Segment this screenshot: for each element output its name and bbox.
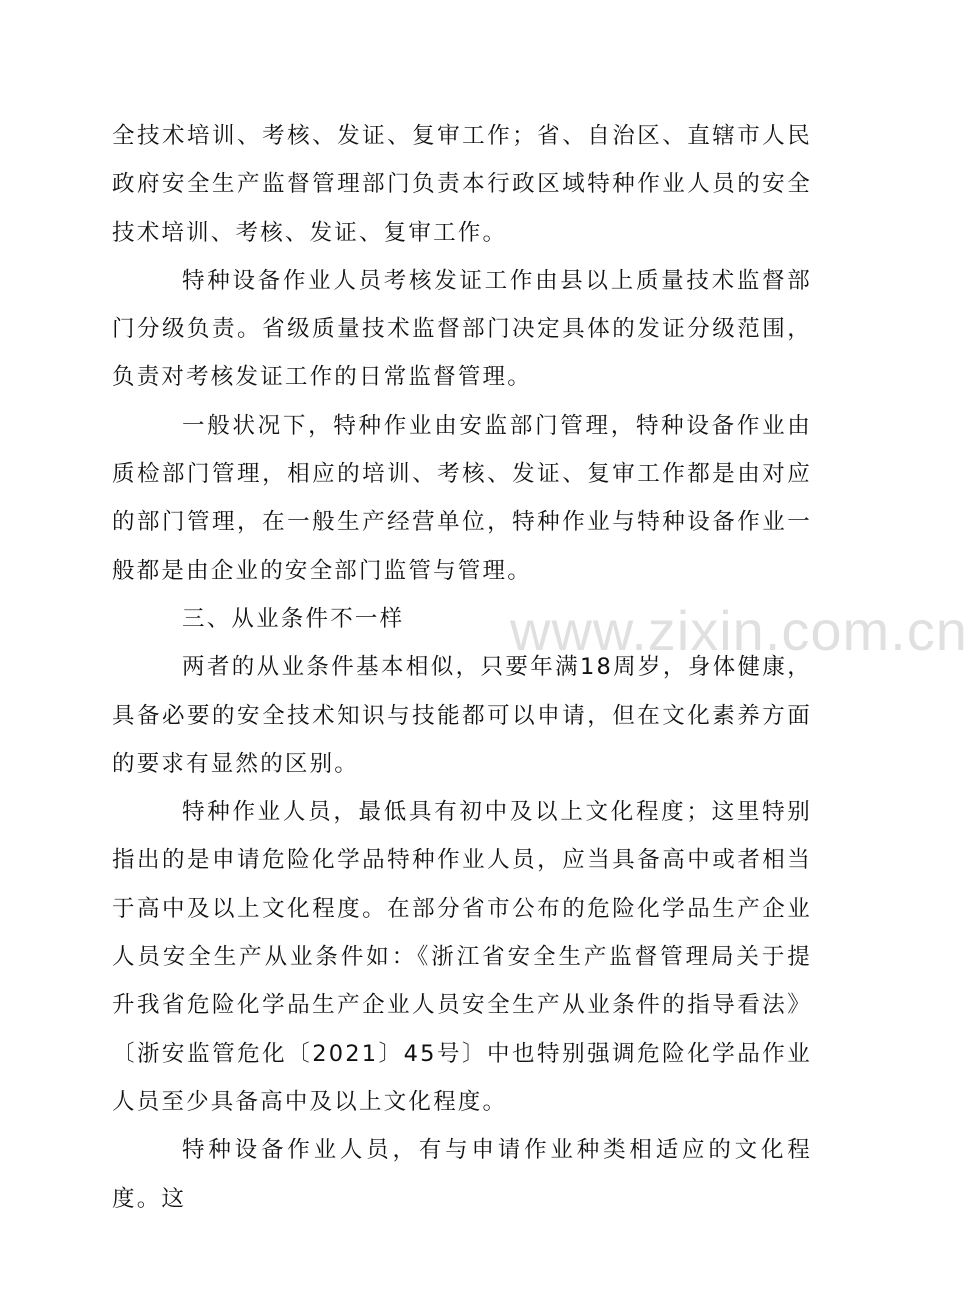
section-heading: 三、从业条件不一样 (182, 605, 405, 632)
watermark: www.zixin.com.cn (510, 599, 968, 662)
paragraph-5: 特种作业人员，最低具有初中及以上文化程度；这里特别指出的是申请危险化学品特种作业人员，应当具备高中或者相当于高中及以上文化程度。在部分省市公布的危险化学品生产企业人员安全生产从业条件如：《浙江省安全生产监督管理局关于提升我省危险化学品生产企业人员安全生产从业条件的指导看法》〔浙安监管危化〔2021〕45号〕中也特别强调危险化学品作业人员至少具备高中及以上文化程度。 (112, 799, 812, 1115)
paragraph-6: 特种设备作业人员，有与申请作业种类相适应的文化程度。这 (112, 1137, 812, 1212)
paragraph-2: 特种设备作业人员考核发证工作由县以上质量技术监督部门分级负责。省级质量技术监督部门决定具体的发证分级范围，负责对考核发证工作的日常监督管理。 (112, 267, 812, 391)
document-body (112, 112, 812, 1223)
paragraph-1: 全技术培训、考核、发证、复审工作；省、自治区、直辖市人民政府安全生产监督管理部门负责本行政区域特种作业人员的安全技术培训、考核、发证、复审工作。 (112, 123, 812, 246)
paragraph-3: 一般状况下，特种作业由安监部门管理，特种设备作业由质检部门管理，相应的培训、考核、发证、复审工作都是由对应的部门管理，在一般生产经营单位，特种作业与特种设备作业一般都是由企业的安全部门监管与管理。 (112, 412, 812, 584)
paragraph-4: 两者的从业条件基本相似，只要年满18周岁，身体健康，具备必要的安全技术知识与技能都可以申请，但在文化素养方面的要求有显然的区别。 (112, 654, 812, 777)
